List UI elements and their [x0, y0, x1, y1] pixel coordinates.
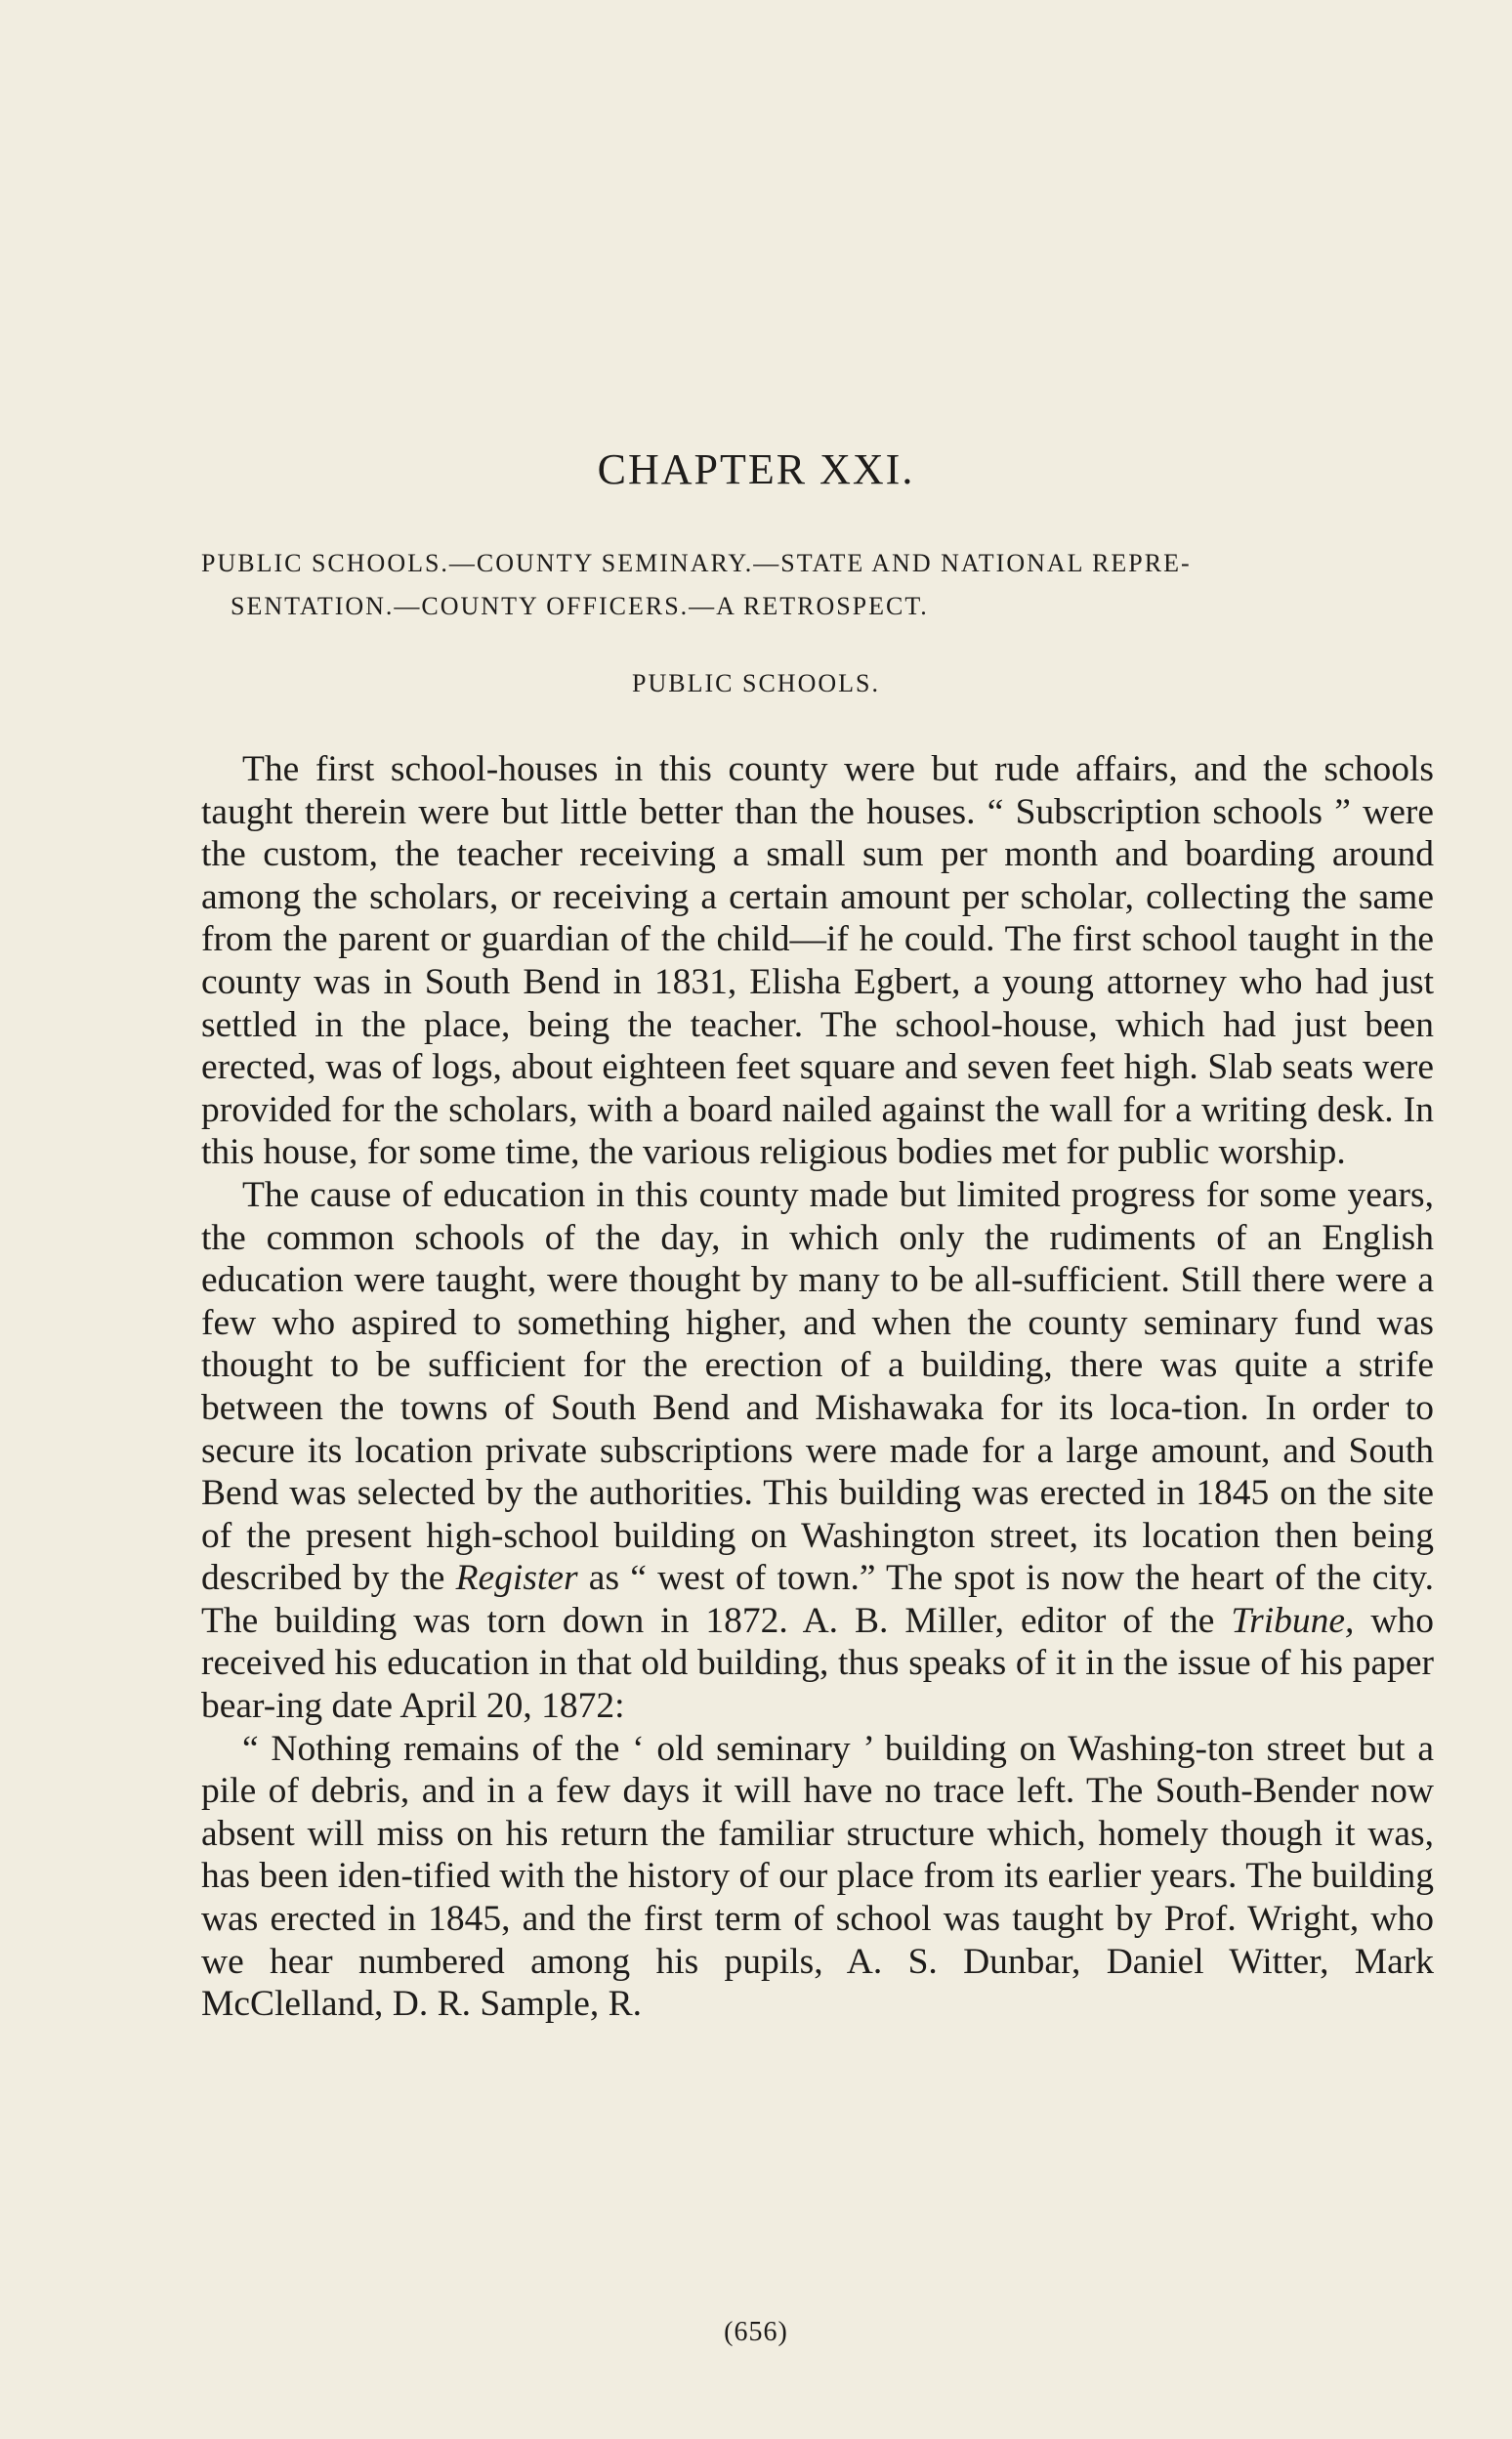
- paragraph-2-part-2: as “ west of town.” The spot is now the heart of the city. The building was torn down in 1872. A. B. Miller, editor of the: [201, 1558, 1434, 1641]
- chapter-title: CHAPTER XXI.: [597, 445, 915, 493]
- chapter-synopsis: [201, 542, 1434, 628]
- page-number: (656): [724, 2317, 788, 2347]
- paragraph-2: [201, 1174, 1434, 1728]
- body-text: [201, 748, 1434, 2026]
- tribune-newspaper-title: Tribune,: [1231, 1600, 1355, 1641]
- synopsis-line-2: SENTATION.—COUNTY OFFICERS.—A RETROSPECT.: [231, 592, 929, 620]
- register-newspaper-title: Register: [455, 1558, 578, 1599]
- paragraph-2-part-1: The cause of education in this county made but limited progress for some years, the common schools of the day, in which only the rudiments of an English education were taught, were thought by many to be all-sufficient. Still there were a few who aspired to something higher, and when the county seminary fund was thought to be sufficient for the erection of a building, there was quite a strife between the towns of South Bend and Mishawaka for its loca-tion. In order to secure its location private subscriptions were made for a large amount, and South Bend was selected by the authorities. This building was erected in 1845 on the site of the present high-school building on Washington street, its location then being described by the: [201, 1174, 1434, 1599]
- paragraph-1: The first school-houses in this county were but rude affairs, and the schools taught therein were but little better than the houses. “ Subscription schools ” were the custom, the teacher receiving a small sum per month and boarding around among the scholars, or receiving a certain amount per scholar, collecting the same from the parent or guardian of the child—if he could. The first school taught in the county was in South Bend in 1831, Elisha Egbert, a young attorney who had just settled in the place, being the teacher. The school-house, which had just been erected, was of logs, about eighteen feet square and seven feet high. Slab seats were provided for the scholars, with a board nailed against the wall for a writing desk. In this house, for some time, the various religious bodies met for public worship.: [201, 749, 1434, 1173]
- paragraph-3-quotation: “ Nothing remains of the ‘ old seminary ’ building on Washing-ton street but a pile of debris, and in a few days it will have no trace left. The South-Bender now absent will miss on his return the familiar structure which, homely though it was, has been iden-tified with the history of our place from its earlier years. The building was erected in 1845, and the first term of school was taught by Prof. Wright, who we hear numbered among his pupils, A. S. Dunbar, Daniel Witter, Mark McClelland, D. R. Sample, R.: [201, 1728, 1434, 2025]
- section-heading: PUBLIC SCHOOLS.: [632, 669, 880, 697]
- synopsis-line-1: PUBLIC SCHOOLS.—COUNTY SEMINARY.—STATE AND NATIONAL REPRE-: [201, 549, 1192, 577]
- paragraph-2-part-3: who received his education in that old building, thus speaks of it in the issue of his paper bear-ing date April 20, 1872:: [201, 1600, 1434, 1727]
